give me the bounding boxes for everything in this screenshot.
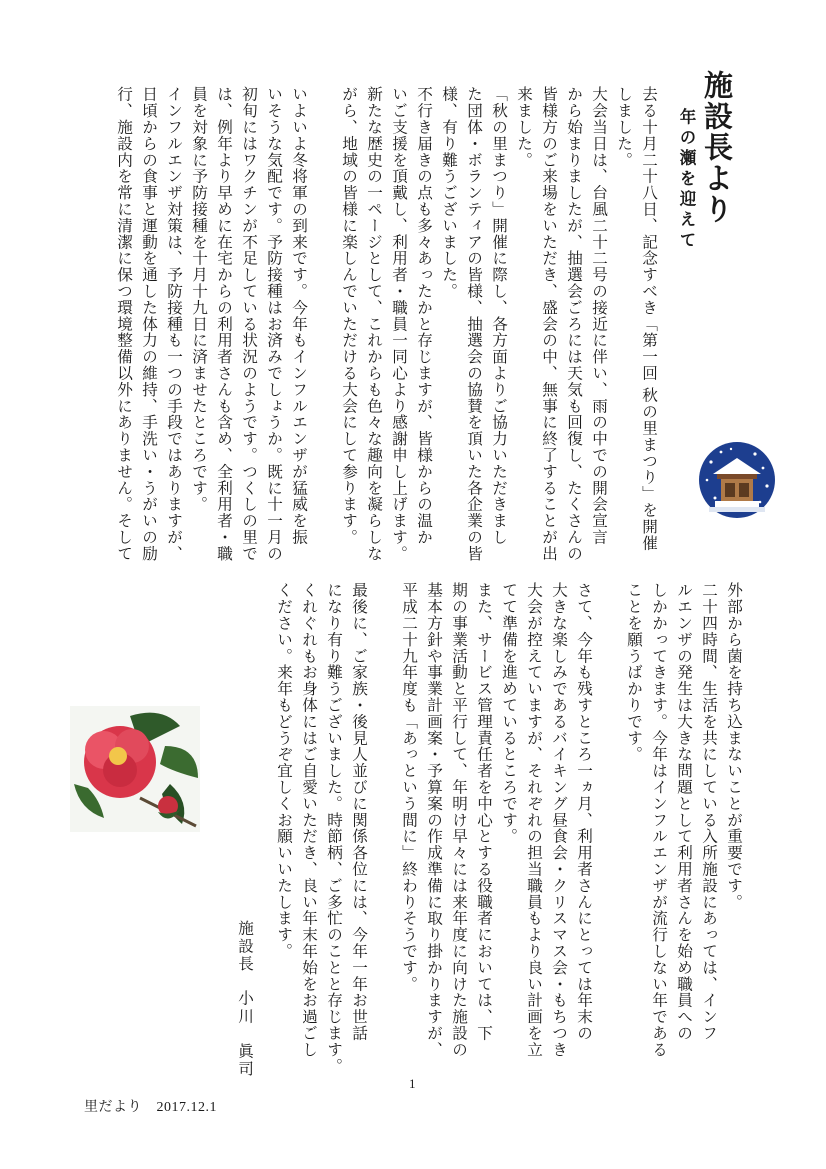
publication-footer: 里だより 2017.12.1 [84, 1100, 217, 1115]
body-line: 皆様方のご来場をいただき、盛会の中、無事に終了することが出 [540, 86, 558, 562]
body-line: 行、施設内を常に清潔に保つ環境整備以外にありません。そして [115, 86, 133, 562]
body-line: 来ました。 [515, 86, 533, 168]
body-line: 員を対象に予防接種を十月十九日に済ませたところです。 [190, 86, 208, 513]
body-line: いご支援を頂戴し、利用者・職員一同心より感謝申し上げます。 [390, 86, 408, 562]
page-subtitle: 年の瀬を迎えて [677, 108, 696, 252]
body-line: 二十四時間、生活を共にしている入所施設にあっては、インフ [700, 582, 718, 1042]
body-line: ルエンザの発生は大きな問題として利用者さんを始め職員への [675, 582, 693, 1042]
body-line: から始まりましたが、抽選会ごろには天気も回復し、たくさんの [565, 86, 583, 562]
signature-name: 小川 眞司 [236, 990, 254, 1078]
body-line: 不行き届きの点も多々あったかと存じますが、皆様からの温か [415, 86, 433, 546]
body-line: 初旬にはワクチンが不足している状況のようです。つくしの里で [240, 86, 258, 562]
body-line: になり有り難うございました。時節柄、ご多忙のことと存じます。 [325, 582, 343, 1074]
signature-role: 施設長 [236, 920, 254, 973]
body-line: 大会が控えていますが、それぞれの担当職員もより良い計画を立 [525, 582, 543, 1058]
page-number: 1 [409, 1076, 416, 1091]
body-line: しかかってきます。今年はインフルエンザが流行しない年である [650, 582, 668, 1058]
body-line: いよいよ冬将軍の到来です。今年もインフルエンザが猛威を振 [290, 86, 308, 546]
snowy-shrine-icon [697, 440, 777, 520]
body-line: は、例年より早めに在宅からの利用者さんも含め、全利用者・職 [215, 86, 233, 562]
body-line: 外部から菌を持ち込まないことが重要です。 [725, 582, 743, 910]
body-line: 期の事業活動と平行して、年明け早々には来年度に向けた施設の [450, 582, 468, 1058]
body-line: 大会当日は、台風二十二号の接近に伴い、雨の中での開会宣言 [590, 86, 608, 546]
body-line: 最後に、ご家族・後見人並びに関係各位には、今年一年お世話 [350, 582, 368, 1042]
body-line: いそうな気配です。予防接種はお済みでしょうか。既に十一月の [265, 86, 283, 562]
body-line: た団体・ボランティアの皆様、抽選会の協賛を頂いた各企業の皆 [465, 86, 483, 562]
body-line: 様、有り難うございました。 [440, 86, 458, 300]
body-line: 基本方針や事業計画案・予算案の作成準備に取り掛かりますが、 [425, 582, 443, 1058]
body-line: がら、地域の皆様に楽しんでいただける大会にして参ります。 [340, 86, 358, 546]
body-line: 去る十月二十八日、記念すべき「第一回 秋の里まつり」を開催 [640, 86, 658, 551]
body-line: 日頃からの食事と運動を通した体力の維持、手洗い・うがいの励 [140, 86, 158, 562]
article-upper-section [111, 86, 661, 566]
body-line: てて準備を進めているところです。 [500, 582, 518, 845]
body-line: 「秋の里まつり」開催に際し、各方面よりご協力いただきまし [490, 86, 508, 546]
article-lower-section [271, 582, 746, 1074]
body-line: ことを願うばかりです。 [625, 582, 643, 763]
body-line: しました。 [615, 86, 633, 168]
body-line: インフルエンザ対策は、予防接種も一つの手段ではありますが、 [165, 86, 183, 562]
body-line: 大きな楽しみであるバイキング昼食会・クリスマス会・もちつき [550, 582, 568, 1058]
camellia-icon [70, 706, 200, 832]
body-line [311, 86, 336, 566]
body-line: くれぐれもお身体にはご自愛いただき、良い年末年始をお過ごし [300, 582, 318, 1058]
page-title: 施設長より [700, 70, 734, 225]
body-line: 平成二十九年度も「あっという間に」終わりそうです。 [400, 582, 418, 992]
body-line: さて、今年も残すところ一ヵ月、利用者さんにとっては年末の [575, 582, 593, 1042]
body-line: また、サービス管理責任者を中心とする役職者においては、下 [475, 582, 493, 1042]
body-line: ください。来年もどうぞ宜しくお願いいたします。 [275, 582, 293, 960]
body-line: 新たな歴史の一ページとして、これからも色々な趣向を凝らしな [365, 86, 383, 562]
body-line [371, 582, 396, 1070]
body-line [596, 582, 621, 1070]
